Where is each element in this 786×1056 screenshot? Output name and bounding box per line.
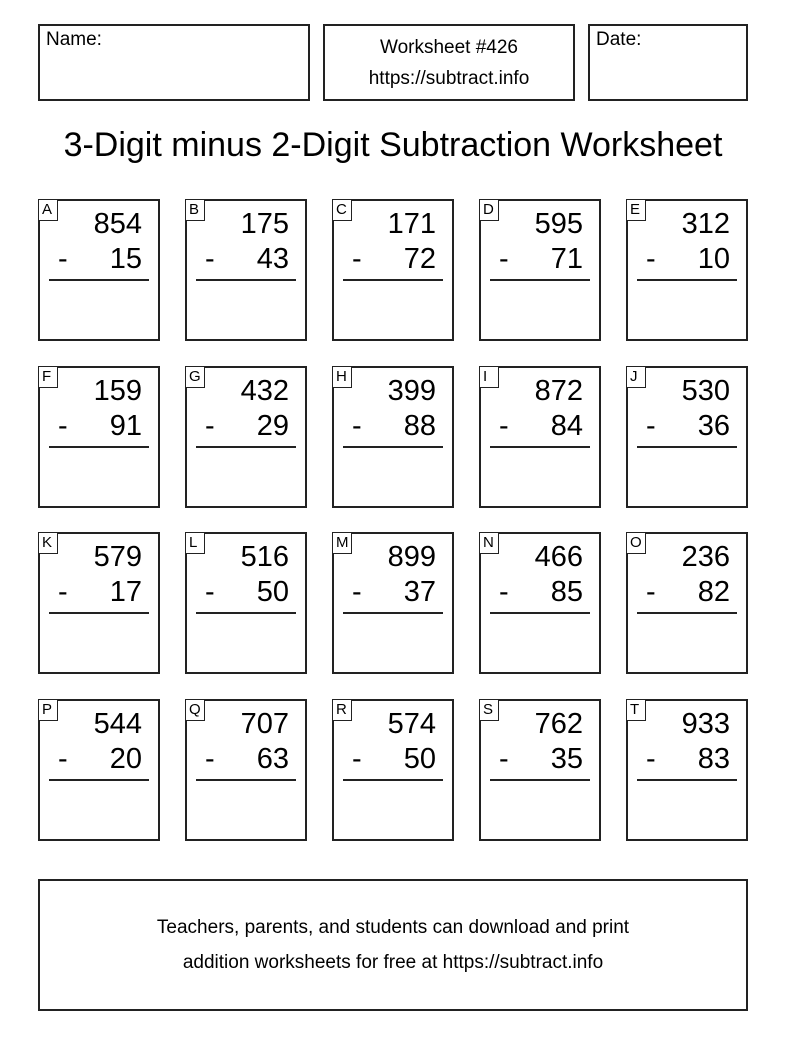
problem-k[interactable] xyxy=(38,532,160,674)
problem-letter: O xyxy=(626,532,646,554)
problem-a[interactable] xyxy=(38,199,160,341)
problem-letter: T xyxy=(626,699,646,721)
problem-letter: A xyxy=(38,199,58,221)
minus-sign: - xyxy=(58,743,68,775)
minus-sign: - xyxy=(205,576,215,608)
answer-line xyxy=(490,612,590,614)
problem-m[interactable] xyxy=(332,532,454,674)
answer-line xyxy=(637,446,737,448)
problem-letter: M xyxy=(332,532,352,554)
problem-f[interactable] xyxy=(38,366,160,508)
subtrahend: 71 xyxy=(550,243,583,275)
minus-sign: - xyxy=(499,410,509,442)
subtrahend: 91 xyxy=(109,410,142,442)
minus-sign: - xyxy=(646,243,656,275)
answer-line xyxy=(196,279,296,281)
minuend: 516 xyxy=(240,541,289,573)
minuend: 872 xyxy=(534,375,583,407)
name-box[interactable] xyxy=(38,24,310,101)
problem-letter: C xyxy=(332,199,352,221)
answer-line xyxy=(490,779,590,781)
problem-letter: N xyxy=(479,532,499,554)
problem-letter: L xyxy=(185,532,205,554)
answer-line xyxy=(343,279,443,281)
minuend: 854 xyxy=(93,208,142,240)
minuend: 933 xyxy=(681,708,730,740)
problem-letter: R xyxy=(332,699,352,721)
answer-line xyxy=(343,446,443,448)
subtrahend: 10 xyxy=(697,243,730,275)
problem-q[interactable] xyxy=(185,699,307,841)
answer-line xyxy=(637,612,737,614)
problem-t[interactable] xyxy=(626,699,748,841)
minuend: 312 xyxy=(681,208,730,240)
problem-d[interactable] xyxy=(479,199,601,341)
name-label: Name: xyxy=(46,29,102,50)
subtrahend: 63 xyxy=(256,743,289,775)
minus-sign: - xyxy=(58,243,68,275)
problem-letter: B xyxy=(185,199,205,221)
subtrahend: 37 xyxy=(403,576,436,608)
footer-line-1: Teachers, parents, and students can download and print xyxy=(156,917,630,938)
subtrahend: 15 xyxy=(109,243,142,275)
minus-sign: - xyxy=(58,576,68,608)
footer-line-2: addition worksheets for free at https://subtract.info xyxy=(182,952,604,973)
subtrahend: 72 xyxy=(403,243,436,275)
subtrahend: 20 xyxy=(109,743,142,775)
subtrahend: 82 xyxy=(697,576,730,608)
minus-sign: - xyxy=(205,410,215,442)
problem-letter: J xyxy=(626,366,646,388)
problem-s[interactable] xyxy=(479,699,601,841)
problem-letter: I xyxy=(479,366,499,388)
date-box[interactable] xyxy=(588,24,748,101)
minuend: 399 xyxy=(387,375,436,407)
date-label: Date: xyxy=(596,29,642,50)
answer-line xyxy=(196,446,296,448)
problem-n[interactable] xyxy=(479,532,601,674)
footer-note xyxy=(38,879,748,1011)
answer-line xyxy=(49,446,149,448)
minus-sign: - xyxy=(646,743,656,775)
minus-sign: - xyxy=(646,410,656,442)
minus-sign: - xyxy=(499,243,509,275)
problem-letter: K xyxy=(38,532,58,554)
subtrahend: 50 xyxy=(403,743,436,775)
minus-sign: - xyxy=(352,743,362,775)
answer-line xyxy=(490,446,590,448)
minus-sign: - xyxy=(352,243,362,275)
minuend: 236 xyxy=(681,541,730,573)
answer-line xyxy=(637,779,737,781)
subtrahend: 84 xyxy=(550,410,583,442)
minuend: 171 xyxy=(387,208,436,240)
subtrahend: 85 xyxy=(550,576,583,608)
problem-letter: D xyxy=(479,199,499,221)
answer-line xyxy=(49,612,149,614)
subtrahend: 36 xyxy=(697,410,730,442)
answer-line xyxy=(196,612,296,614)
minus-sign: - xyxy=(352,410,362,442)
minuend: 762 xyxy=(534,708,583,740)
answer-line xyxy=(49,779,149,781)
problem-letter: Q xyxy=(185,699,205,721)
answer-line xyxy=(196,779,296,781)
minuend: 175 xyxy=(240,208,289,240)
problem-o[interactable] xyxy=(626,532,748,674)
minuend: 159 xyxy=(93,375,142,407)
problem-g[interactable] xyxy=(185,366,307,508)
problem-letter: F xyxy=(38,366,58,388)
answer-line xyxy=(343,779,443,781)
minus-sign: - xyxy=(646,576,656,608)
subtrahend: 83 xyxy=(697,743,730,775)
minus-sign: - xyxy=(58,410,68,442)
minuend: 899 xyxy=(387,541,436,573)
answer-line xyxy=(49,279,149,281)
minus-sign: - xyxy=(205,743,215,775)
problem-l[interactable] xyxy=(185,532,307,674)
minuend: 544 xyxy=(93,708,142,740)
answer-line xyxy=(490,279,590,281)
minus-sign: - xyxy=(499,576,509,608)
minuend: 466 xyxy=(534,541,583,573)
minuend: 579 xyxy=(93,541,142,573)
problem-c[interactable] xyxy=(332,199,454,341)
minuend: 595 xyxy=(534,208,583,240)
minus-sign: - xyxy=(352,576,362,608)
problem-letter: H xyxy=(332,366,352,388)
problem-letter: P xyxy=(38,699,58,721)
subtrahend: 43 xyxy=(256,243,289,275)
minus-sign: - xyxy=(499,743,509,775)
subtrahend: 29 xyxy=(256,410,289,442)
problem-e[interactable] xyxy=(626,199,748,341)
page-title: 3-Digit minus 2-Digit Subtraction Worksheet xyxy=(63,126,723,164)
subtrahend: 35 xyxy=(550,743,583,775)
minuend: 574 xyxy=(387,708,436,740)
subtrahend: 88 xyxy=(403,410,436,442)
problem-letter: S xyxy=(479,699,499,721)
worksheet-url: https://subtract.info xyxy=(368,67,530,89)
problem-p[interactable] xyxy=(38,699,160,841)
problem-i[interactable] xyxy=(479,366,601,508)
subtrahend: 17 xyxy=(109,576,142,608)
worksheet-number: Worksheet #426 xyxy=(379,36,518,58)
problem-r[interactable] xyxy=(332,699,454,841)
worksheet-info-box xyxy=(323,24,575,101)
answer-line xyxy=(343,612,443,614)
problem-h[interactable] xyxy=(332,366,454,508)
problem-b[interactable] xyxy=(185,199,307,341)
problem-letter: G xyxy=(185,366,205,388)
subtrahend: 50 xyxy=(256,576,289,608)
problem-letter: E xyxy=(626,199,646,221)
minuend: 530 xyxy=(681,375,730,407)
problem-j[interactable] xyxy=(626,366,748,508)
minus-sign: - xyxy=(205,243,215,275)
minuend: 707 xyxy=(240,708,289,740)
minuend: 432 xyxy=(240,375,289,407)
answer-line xyxy=(637,279,737,281)
